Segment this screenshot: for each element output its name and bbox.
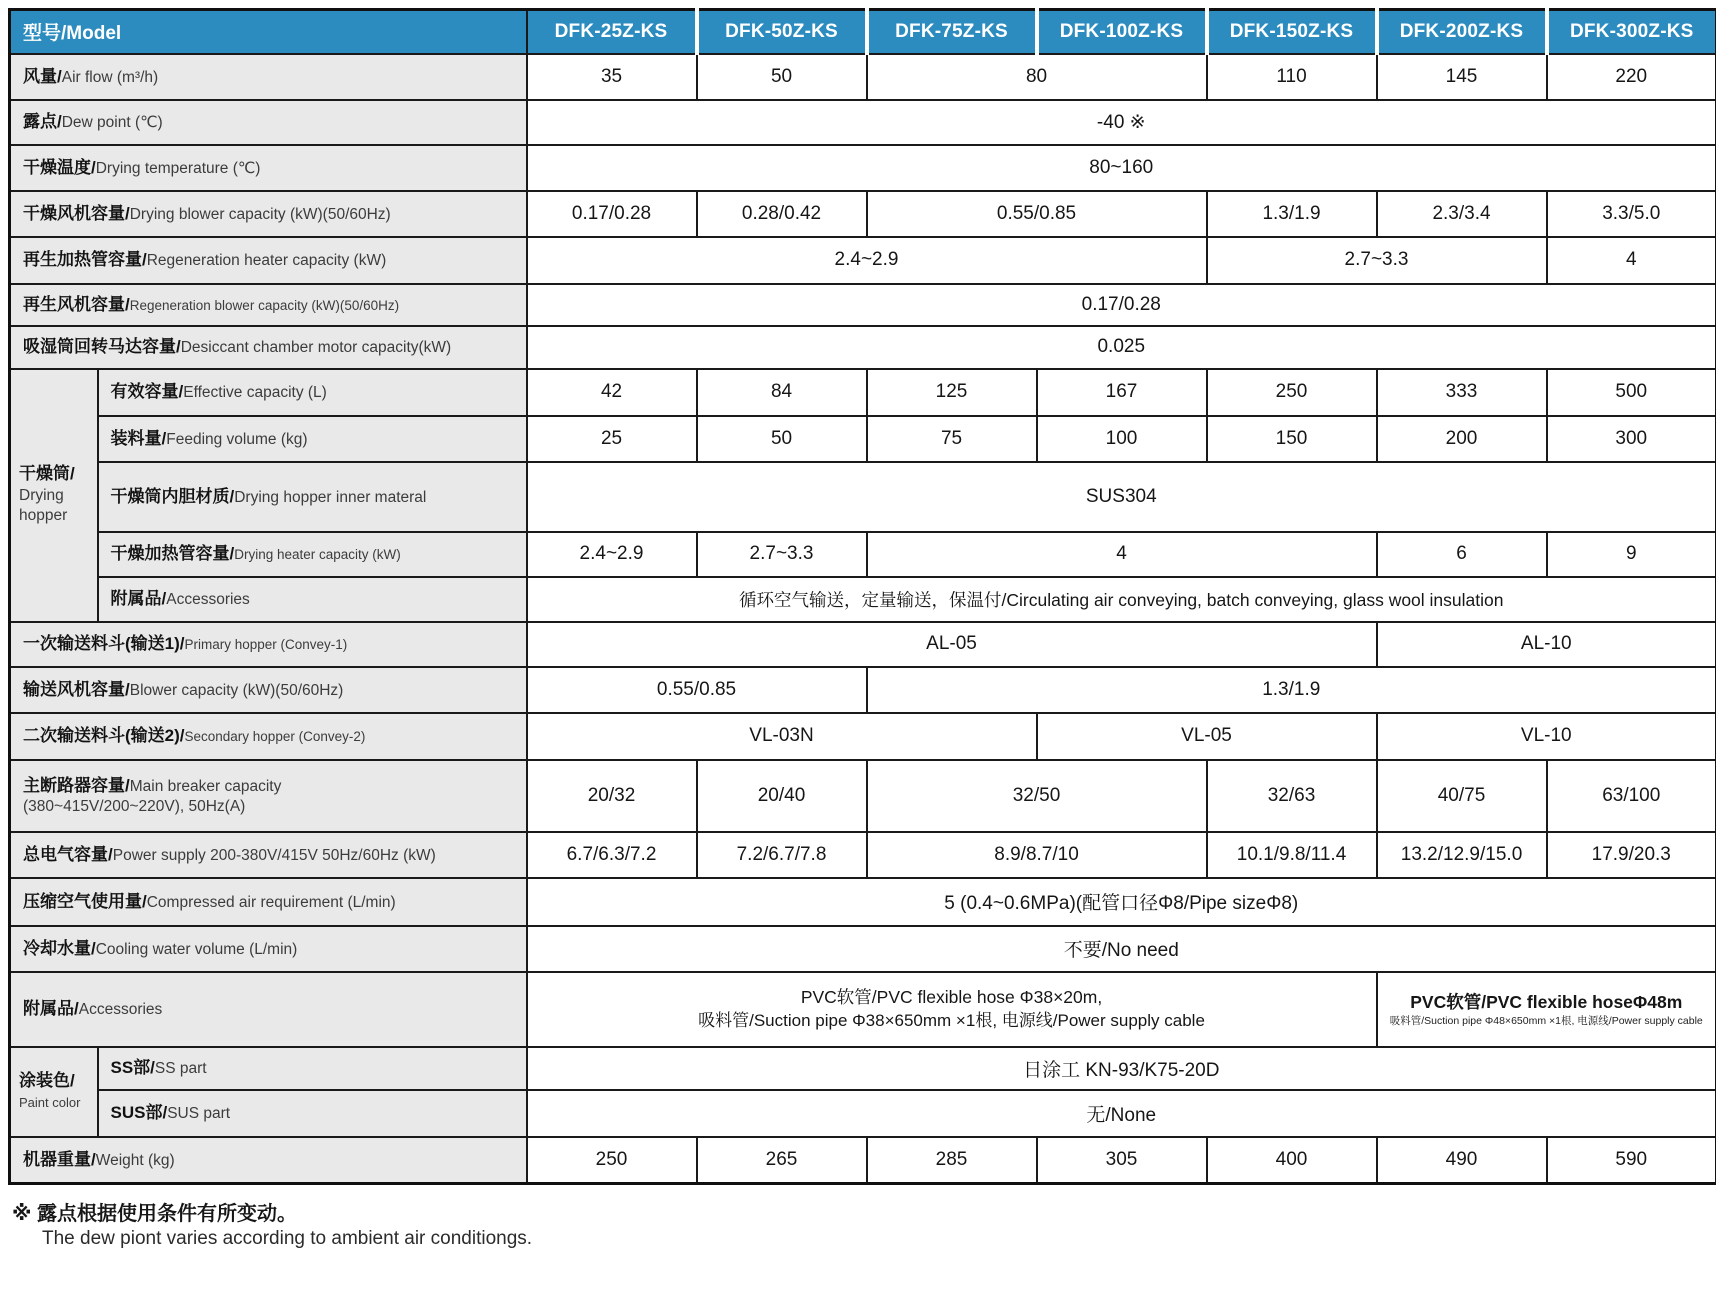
row-power-supply: [10, 832, 1716, 878]
spec-value-cell: 2.7~3.3: [1207, 237, 1547, 284]
row-inner-material: [10, 462, 1716, 532]
row-weight: [10, 1137, 1716, 1184]
spec-value-cell: 2.3/3.4: [1377, 191, 1547, 237]
spec-value-cell: 110: [1207, 54, 1377, 100]
spec-value-cell: 0.28/0.42: [697, 191, 867, 237]
row-label-machine-accessories: 附属品/Accessories: [10, 972, 527, 1047]
header-model-label: 型号/Model: [10, 10, 527, 54]
spec-value-cell: 50: [697, 416, 867, 462]
row-label-main-breaker: 主断路器容量/Main breaker capacity (380~415V/200~220V), 50Hz(A): [10, 760, 527, 832]
spec-value-cell: 80~160: [527, 145, 1716, 191]
header-model-dfk-200z: DFK-200Z-KS: [1377, 10, 1547, 54]
spec-value-cell: 40/75: [1377, 760, 1547, 832]
header-model-dfk-100z: DFK-100Z-KS: [1037, 10, 1207, 54]
spec-sheet: [8, 8, 1708, 1250]
spec-value-cell: 84: [697, 369, 867, 416]
spec-value-cell: 6.7/6.3/7.2: [527, 832, 697, 878]
row-convey-blower: [10, 667, 1716, 713]
row-label-compressed-air: 压缩空气使用量/Compressed air requirement (L/min): [10, 878, 527, 926]
spec-value-cell: 285: [867, 1137, 1037, 1184]
row-primary-hopper: [10, 622, 1716, 667]
spec-value-cell: 1.3/1.9: [1207, 191, 1377, 237]
spec-value-cell: 300: [1547, 416, 1716, 462]
spec-value-cell: 500: [1547, 369, 1716, 416]
spec-value-cell: 265: [697, 1137, 867, 1184]
spec-value-cell: 150: [1207, 416, 1377, 462]
row-label-convey-blower: 输送风机容量/Blower capacity (kW)(50/60Hz): [10, 667, 527, 713]
spec-value-cell: 250: [527, 1137, 697, 1184]
spec-value-cell: 0.17/0.28: [527, 284, 1716, 326]
spec-value-cell: 不要/No need: [527, 926, 1716, 972]
row-label-hopper-accessories: 附属品/Accessories: [98, 577, 527, 622]
row-effective: [10, 369, 1716, 416]
spec-value-cell: VL-03N: [527, 713, 1037, 760]
accessory-line: PVC软管/PVC flexible hose Φ38×20m,: [800, 986, 1103, 1007]
row-dryblower: [10, 191, 1716, 237]
spec-value-cell: 63/100: [1547, 760, 1716, 832]
group-label-drying-hopper: 干燥筒/ Drying hopper: [10, 369, 98, 622]
spec-value-cell: 2.4~2.9: [527, 237, 1207, 284]
row-label-ss-part: SS部/SS part: [98, 1047, 527, 1090]
row-feeding: [10, 416, 1716, 462]
accessory-line: 吸料管/Suction pipe Φ48×650mm ×1根, 电源线/Power supply cable: [1389, 1015, 1703, 1028]
row-label-dryheater: 干燥加热管容量/Drying heater capacity (kW): [98, 532, 527, 577]
spec-value-cell: 5 (0.4~0.6MPa)(配管口径Φ8/Pipe sizeΦ8): [527, 878, 1716, 926]
spec-value-cell: 4: [867, 532, 1377, 577]
spec-value-cell: 2.4~2.9: [527, 532, 697, 577]
row-label-drytemp: 干燥温度/Drying temperature (℃): [10, 145, 527, 191]
row-label-regenblower: 再生风机容量/Regeneration blower capacity (kW)(50/60Hz): [10, 284, 527, 326]
spec-value-cell: -40 ※: [527, 100, 1716, 145]
header-model-dfk-150z: DFK-150Z-KS: [1207, 10, 1377, 54]
spec-value-cell: 日涂工 KN-93/K75-20D: [527, 1047, 1716, 1090]
accessory-line: 吸料管/Suction pipe Φ38×650mm ×1根, 电源线/Power supply cable: [698, 1011, 1205, 1031]
footnote: [12, 1197, 1708, 1250]
header-model-dfk-50z: DFK-50Z-KS: [697, 10, 867, 54]
spec-value-cell: 145: [1377, 54, 1547, 100]
row-label-airflow: 风量/Air flow (m³/h): [10, 54, 527, 100]
row-secondary-hopper: [10, 713, 1716, 760]
spec-value-cell: 0.025: [527, 326, 1716, 369]
row-label-sus-part: SUS部/SUS part: [98, 1090, 527, 1137]
spec-value-cell: 490: [1377, 1137, 1547, 1184]
row-cooling-water: [10, 926, 1716, 972]
group-label-paint-color: 涂装色/ Paint color: [10, 1047, 98, 1137]
spec-value-cell: 250: [1207, 369, 1377, 416]
row-regenblower: [10, 284, 1716, 326]
spec-value-cell: AL-10: [1377, 622, 1716, 667]
spec-table: [8, 8, 1716, 1185]
spec-value-cell: 80: [867, 54, 1207, 100]
spec-value-cell: 20/32: [527, 760, 697, 832]
spec-value-cell: 333: [1377, 369, 1547, 416]
spec-value-cell: 无/None: [527, 1090, 1716, 1137]
spec-value-cell: 6: [1377, 532, 1547, 577]
spec-value-cell: 32/50: [867, 760, 1207, 832]
spec-value-cell: VL-05: [1037, 713, 1377, 760]
header-row: [10, 10, 1716, 54]
spec-value-cell: 50: [697, 54, 867, 100]
spec-value-cell: 7.2/6.7/7.8: [697, 832, 867, 878]
spec-value-cell: 13.2/12.9/15.0: [1377, 832, 1547, 878]
footnote-en: The dew piont varies according to ambient air conditiongs.: [42, 1228, 533, 1249]
row-compressed-air: [10, 878, 1716, 926]
spec-value-cell: 4: [1547, 237, 1716, 284]
accessory-line: PVC软管/PVC flexible hoseΦ48m: [1410, 991, 1683, 1012]
header-model-dfk-25z: DFK-25Z-KS: [527, 10, 697, 54]
spec-value-cell: 200: [1377, 416, 1547, 462]
spec-value-cell: [1377, 972, 1716, 1047]
spec-value-cell: 590: [1547, 1137, 1716, 1184]
row-label-inner-material: 干燥筒内胆材质/Drying hopper inner materal: [98, 462, 527, 532]
row-label-dryblower: 干燥风机容量/Drying blower capacity (kW)(50/60Hz): [10, 191, 527, 237]
spec-value-cell: 0.55/0.85: [527, 667, 867, 713]
row-label-power-supply: 总电气容量/Power supply 200-380V/415V 50Hz/60Hz (kW): [10, 832, 527, 878]
spec-value-cell: 125: [867, 369, 1037, 416]
spec-value-cell: SUS304: [527, 462, 1716, 532]
spec-value-cell: 75: [867, 416, 1037, 462]
spec-value-cell: 32/63: [1207, 760, 1377, 832]
spec-value-cell: 25: [527, 416, 697, 462]
spec-value-cell: 10.1/9.8/11.4: [1207, 832, 1377, 878]
footnote-zh: ※ 露点根据使用条件有所变动。: [12, 1203, 297, 1225]
row-machine-accessories: [10, 972, 1716, 1047]
row-label-feeding: 装料量/Feeding volume (kg): [98, 416, 527, 462]
row-label-regenheater: 再生加热管容量/Regeneration heater capacity (kW): [10, 237, 527, 284]
spec-value-cell: 2.7~3.3: [697, 532, 867, 577]
spec-value-cell: 9: [1547, 532, 1716, 577]
row-label-dewpoint: 露点/Dew point (℃): [10, 100, 527, 145]
spec-value-cell: 17.9/20.3: [1547, 832, 1716, 878]
spec-value-cell: 220: [1547, 54, 1716, 100]
spec-value-cell: [527, 972, 1377, 1047]
spec-value-cell: 100: [1037, 416, 1207, 462]
header-model-dfk-300z: DFK-300Z-KS: [1547, 10, 1716, 54]
row-label-effective: 有效容量/Effective capacity (L): [98, 369, 527, 416]
row-regenheater: [10, 237, 1716, 284]
spec-value-cell: 循环空气输送，定量输送，保温付/Circulating air conveying, batch conveying, glass wool insulation: [527, 577, 1716, 622]
spec-value-cell: VL-10: [1377, 713, 1716, 760]
row-dryheater: [10, 532, 1716, 577]
spec-value-cell: 400: [1207, 1137, 1377, 1184]
row-dewpoint: [10, 100, 1716, 145]
spec-value-cell: 1.3/1.9: [867, 667, 1716, 713]
spec-value-cell: 20/40: [697, 760, 867, 832]
row-desiccant: [10, 326, 1716, 369]
row-drytemp: [10, 145, 1716, 191]
spec-value-cell: 305: [1037, 1137, 1207, 1184]
row-ss-part: [10, 1047, 1716, 1090]
spec-value-cell: 35: [527, 54, 697, 100]
spec-value-cell: 167: [1037, 369, 1207, 416]
row-label-cooling-water: 冷却水量/Cooling water volume (L/min): [10, 926, 527, 972]
row-label-secondary-hopper: 二次输送料斗(输送2)/Secondary hopper (Convey-2): [10, 713, 527, 760]
spec-value-cell: 8.9/8.7/10: [867, 832, 1207, 878]
header-model-dfk-75z: DFK-75Z-KS: [867, 10, 1037, 54]
row-label-desiccant: 吸湿筒回转马达容量/Desiccant chamber motor capacity(kW): [10, 326, 527, 369]
spec-value-cell: 42: [527, 369, 697, 416]
spec-value-cell: 0.17/0.28: [527, 191, 697, 237]
row-sus-part: [10, 1090, 1716, 1137]
spec-value-cell: 3.3/5.0: [1547, 191, 1716, 237]
row-label-weight: 机器重量/Weight (kg): [10, 1137, 527, 1184]
row-airflow: [10, 54, 1716, 100]
row-label-primary-hopper: 一次输送料斗(输送1)/Primary hopper (Convey-1): [10, 622, 527, 667]
spec-value-cell: 0.55/0.85: [867, 191, 1207, 237]
spec-value-cell: AL-05: [527, 622, 1377, 667]
row-hopper-accessories: [10, 577, 1716, 622]
row-main-breaker: [10, 760, 1716, 832]
